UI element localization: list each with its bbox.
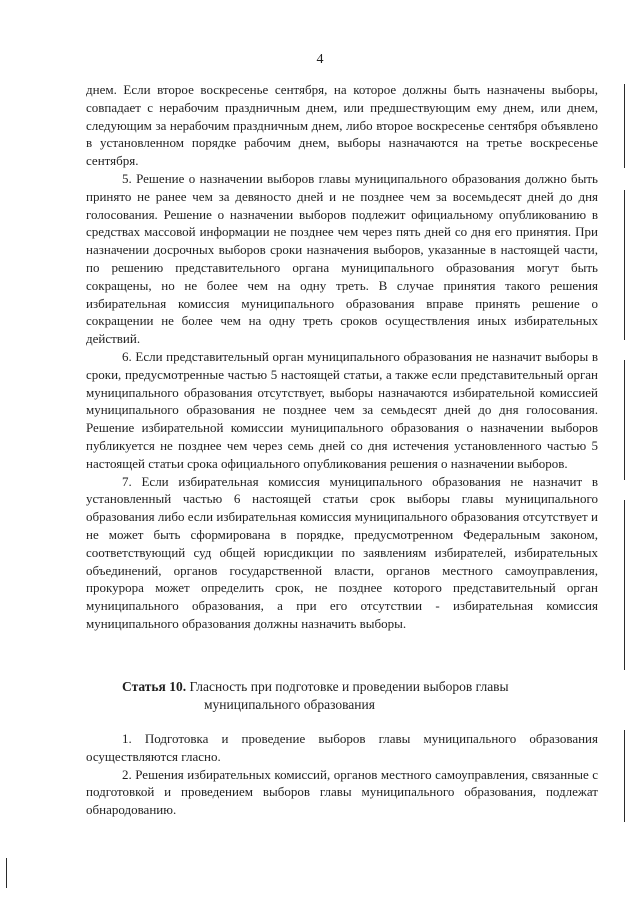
paragraph-6: 6. Если представительный орган муниципального образования не назначит выборы в сроки, предусмотренные частью 5 настоящей статьи, а также если представительный орган муниципального образования отсутствует, выборы назначаются избирательной комиссией муниципального образования не позднее чем за семьдесят дней до дня голосования. Решение избирательной комиссии муниципального образования о назначении выборов публикуется не позднее чем через семь дней со дня истечения установленного частью 5 настоящей статьи срока официального опубликования решения о назначении выборов. bbox=[86, 348, 598, 471]
article-title-line-1 bbox=[122, 678, 592, 696]
article-10-paragraph-1: 1. Подготовка и проведение выборов главы муниципального образования осуществляются гласно. bbox=[86, 731, 598, 764]
article-9-continuation bbox=[86, 81, 598, 633]
paragraph-7: 7. Если избирательная комиссия муниципального образования не назначит в установленный частью 6 настоящей статьи срок выборы главы муниципального образования либо если избирательная комиссия муниципального образования отсутствует и не может быть сформирована в порядке, предусмотренном Федеральным законом, соответствующий суд общей юрисдикции по заявлениям избирателей, избирательных объединений, органов государственной власти, органов местного самоуправления, прокурора может определить срок, не позднее которого представительный орган муниципального образования, а при его отсутствии - избирательная комиссия муниципального образования должны назначить выборы. bbox=[86, 473, 598, 631]
scan-margin-mark bbox=[624, 190, 625, 340]
scan-margin-mark bbox=[624, 360, 625, 480]
paragraph-continuation: днем. Если второе воскресенье сентября, на которое должны быть назначены выборы, совпадает с нерабочим праздничным днем, или предшествующим ему днем, или днем, следующим за нерабочим праздничным днем, либо второе воскресенье сентября объявлено в установленном порядке рабочим днем, выборы назначаются на третье воскресенье сентября. bbox=[86, 82, 598, 169]
article-10-heading bbox=[122, 678, 592, 714]
article-title-text: Гласность при подготовке и проведении выборов главы bbox=[189, 679, 509, 694]
paragraph-5: 5. Решение о назначении выборов главы муниципального образования должно быть принято не ранее чем за девяносто дней и не позднее чем за восемьдесят дней до дня голосования. Решение о назначении выборов подлежит официальному опубликованию в средствах массовой информации не позднее чем через пять дней со дня его принятия. При назначении досрочных выборов сроки назначения выборов, указанные в настоящей части, по решению представительного органа муниципального образования могут быть сокращены, но не более чем на одну треть. В случае принятия такого решения избирательная комиссия муниципального образования вправе принять решение о сокращении не более чем на одну треть сроков осуществления иных избирательных действий. bbox=[86, 170, 598, 347]
article-10-paragraph-2: 2. Решения избирательных комиссий, органов местного самоуправления, связанные с подготовкой и проведением выборов главы муниципального образования, подлежат обнародованию. bbox=[86, 766, 598, 818]
scan-margin-mark bbox=[624, 730, 625, 822]
scan-margin-mark bbox=[624, 500, 625, 670]
article-title-line-2: муниципального образования bbox=[204, 697, 375, 712]
scan-margin-mark bbox=[624, 84, 625, 168]
article-label: Статья 10. bbox=[122, 679, 187, 694]
article-10-body bbox=[86, 730, 598, 819]
page-number: 4 bbox=[316, 52, 324, 67]
scan-margin-mark-left bbox=[6, 858, 7, 888]
